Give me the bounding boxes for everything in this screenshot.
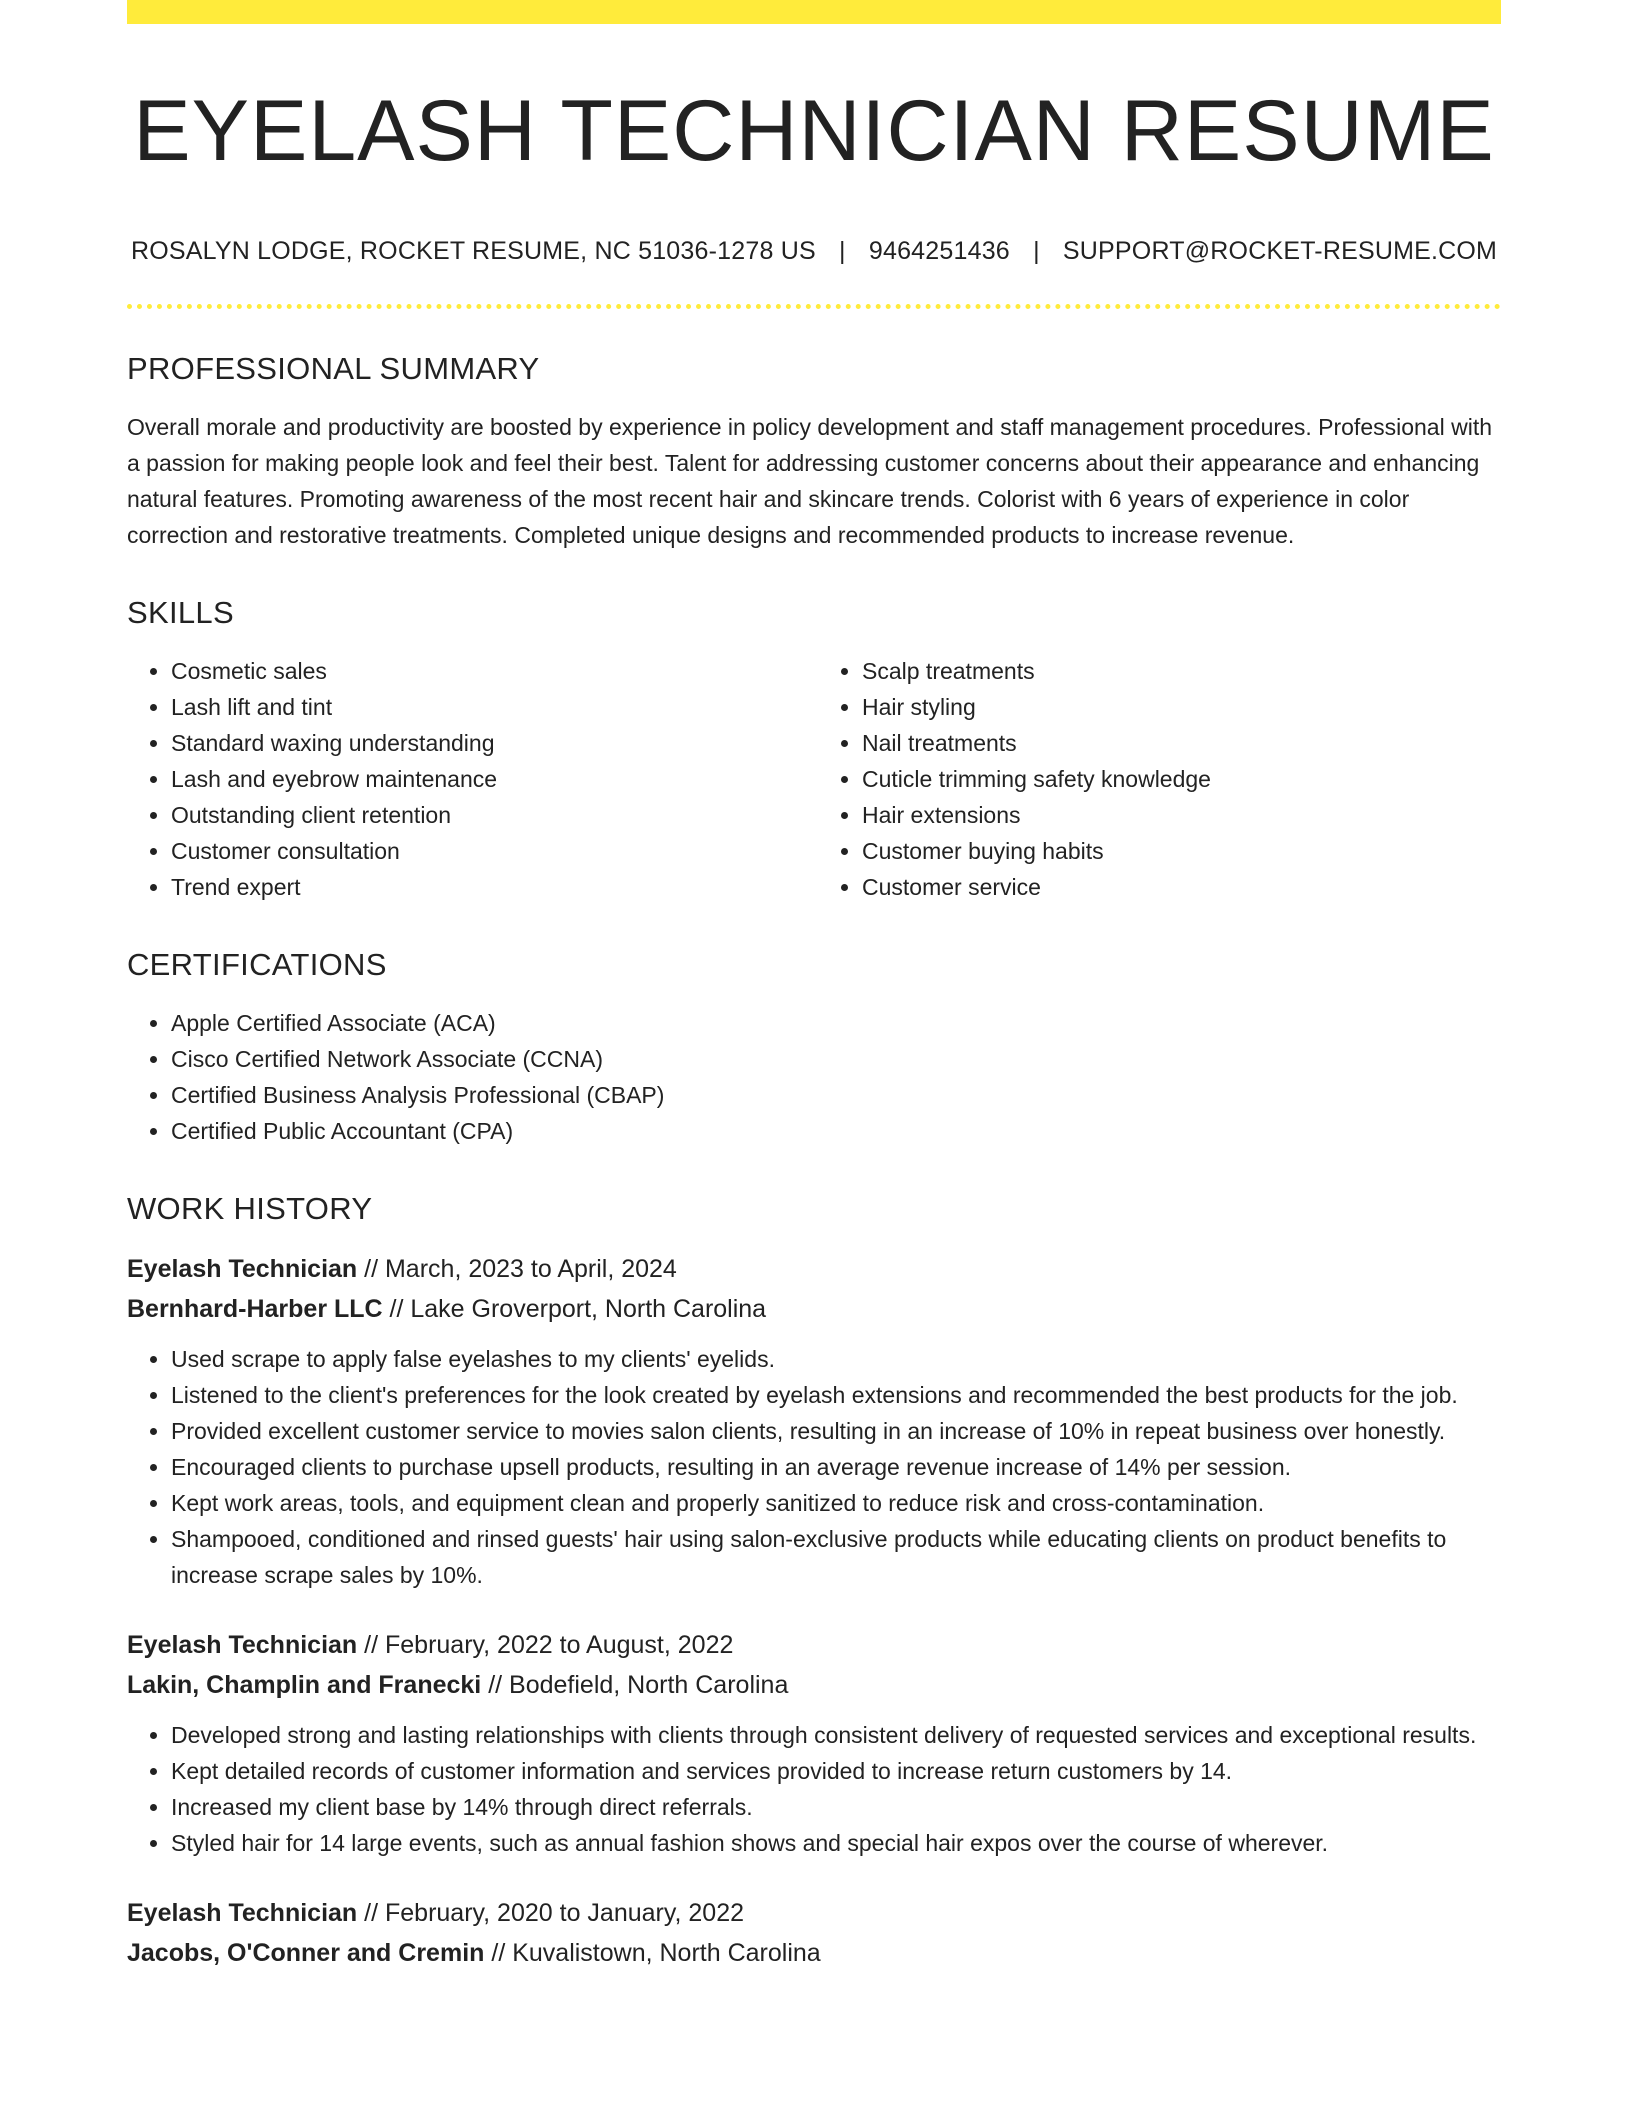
skill-item: • Trend expert	[171, 869, 810, 905]
contact-line	[127, 237, 1501, 266]
job-location: // Lake Groverport, North Carolina	[382, 1294, 767, 1323]
skills-heading: SKILLS	[127, 594, 234, 630]
job-bullet: • Provided excellent customer service to movies salon clients, resulting in an increase of 10% in repeat business over honestly.	[171, 1413, 1501, 1449]
job-dates: // February, 2022 to August, 2022	[357, 1630, 734, 1659]
job-bullet: • Styled hair for 14 large events, such as annual fashion shows and special hair expos over the course of wherever.	[171, 1825, 1501, 1861]
job-bullet: • Increased my client base by 14% through direct referrals.	[171, 1789, 1501, 1825]
job-bullet: • Kept work areas, tools, and equipment clean and properly sanitized to reduce risk and cross-contamination.	[171, 1485, 1501, 1521]
summary-heading: PROFESSIONAL SUMMARY	[127, 350, 540, 386]
certifications-list	[127, 1005, 1501, 1149]
contact-separator: |	[1033, 236, 1040, 265]
job-bullet: • Kept detailed records of customer information and services provided to increase return customers by 14.	[171, 1753, 1501, 1789]
skill-item: • Outstanding client retention	[171, 797, 810, 833]
job-bullet: • Developed strong and lasting relationships with clients through consistent delivery of requested services and exceptional results.	[171, 1717, 1501, 1753]
certification-item: • Certified Business Analysis Professional (CBAP)	[171, 1077, 1501, 1113]
job-location: // Kuvalistown, North Carolina	[484, 1938, 821, 1967]
skill-item: • Customer consultation	[171, 833, 810, 869]
skill-item: • Customer buying habits	[862, 833, 1501, 869]
dotted-divider	[127, 304, 1501, 309]
job-title-line	[127, 1625, 1501, 1665]
skill-item: • Scalp treatments	[862, 653, 1501, 689]
skill-item: • Hair styling	[862, 689, 1501, 725]
job-company-line	[127, 1289, 1501, 1329]
certifications-heading: CERTIFICATIONS	[127, 946, 387, 982]
skills-left-list	[127, 653, 810, 905]
certification-item: • Certified Public Accountant (CPA)	[171, 1113, 1501, 1149]
job-title-line	[127, 1893, 1501, 1933]
top-accent-bar	[127, 0, 1501, 24]
job-bullets	[127, 1717, 1501, 1861]
skill-item: • Lash and eyebrow maintenance	[171, 761, 810, 797]
skill-item: • Cuticle trimming safety knowledge	[862, 761, 1501, 797]
certification-item: • Apple Certified Associate (ACA)	[171, 1005, 1501, 1041]
job-title: Eyelash Technician	[127, 1254, 358, 1283]
job-title: Eyelash Technician	[127, 1630, 358, 1659]
job-company: Jacobs, O'Conner and Cremin	[127, 1938, 485, 1967]
contact-address: ROSALYN LODGE, ROCKET RESUME, NC 51036-1278 US	[130, 236, 816, 265]
job-company: Bernhard-Harber LLC	[127, 1294, 383, 1323]
skill-item: • Nail treatments	[862, 725, 1501, 761]
summary-text: Overall morale and productivity are boosted by experience in policy development and staff management procedures. Professional with a passion for making people look and feel their best. Talent for addressing customer concerns about their appearance and enhancing natural features. Promoting awareness of the most recent hair and skincare trends. Colorist with 6 years of experience in color correction and restorative treatments. Completed unique designs and recommended products to increase revenue.	[127, 413, 1492, 548]
certification-item: • Cisco Certified Network Associate (CCNA)	[171, 1041, 1501, 1077]
skill-item: • Standard waxing understanding	[171, 725, 810, 761]
job-entry	[127, 1249, 1501, 1593]
job-dates: // March, 2023 to April, 2024	[357, 1254, 677, 1283]
job-company-line	[127, 1933, 1501, 1973]
job-bullet: • Listened to the client's preferences for the look created by eyelash extensions and recommended the best products for the job.	[171, 1377, 1501, 1413]
job-entry	[127, 1893, 1501, 1973]
skill-item: • Cosmetic sales	[171, 653, 810, 689]
contact-phone: 9464251436	[868, 236, 1010, 265]
work-history-heading: WORK HISTORY	[127, 1190, 373, 1226]
contact-email: SUPPORT@ROCKET-RESUME.COM	[1062, 236, 1498, 265]
job-bullets	[127, 1341, 1501, 1593]
job-title-line	[127, 1249, 1501, 1289]
skill-item: • Hair extensions	[862, 797, 1501, 833]
job-company-line	[127, 1665, 1501, 1705]
job-bullet: • Used scrape to apply false eyelashes to my clients' eyelids.	[171, 1341, 1501, 1377]
resume-title: EYELASH TECHNICIAN RESUME	[133, 83, 1495, 179]
contact-separator: |	[839, 236, 846, 265]
job-bullet: • Shampooed, conditioned and rinsed guests' hair using salon-exclusive products while educating clients on product benefits to increase scrape sales by 10%.	[171, 1521, 1501, 1593]
job-title: Eyelash Technician	[127, 1898, 358, 1927]
job-dates: // February, 2020 to January, 2022	[357, 1898, 745, 1927]
skills-columns	[127, 653, 1501, 905]
skills-right-list	[810, 653, 1501, 905]
job-company: Lakin, Champlin and Franecki	[127, 1670, 482, 1699]
skill-item: • Customer service	[862, 869, 1501, 905]
skill-item: • Lash lift and tint	[171, 689, 810, 725]
job-location: // Bodefield, North Carolina	[481, 1670, 789, 1699]
job-entry	[127, 1625, 1501, 1861]
job-bullet: • Encouraged clients to purchase upsell products, resulting in an average revenue increase of 14% per session.	[171, 1449, 1501, 1485]
resume-page	[127, 0, 1501, 1973]
